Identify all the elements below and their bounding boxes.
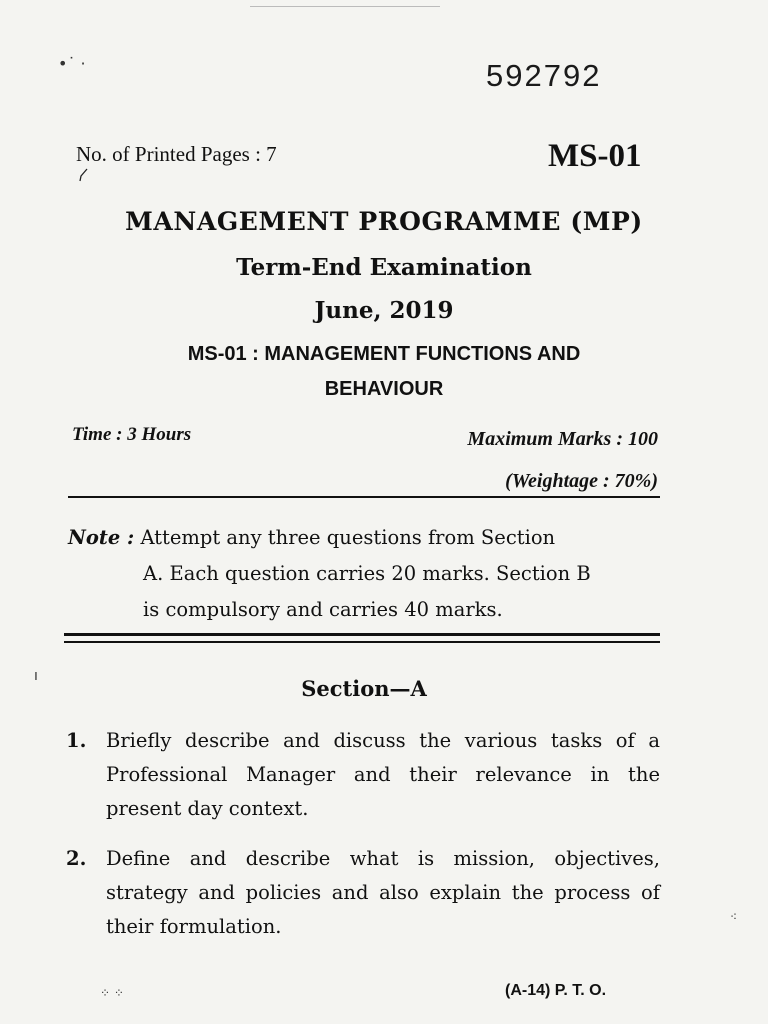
weightage: (Weightage : 70%): [505, 470, 658, 492]
scan-speck: ⁖: [730, 910, 738, 924]
scan-speck: ı: [34, 668, 38, 684]
instructions-note: [68, 520, 660, 628]
section-heading: Section—A: [301, 676, 427, 701]
note-line-1: Attempt any three questions from Section: [140, 526, 556, 549]
scan-speck: •˙ ·: [58, 54, 86, 73]
question-number: 2.: [66, 847, 87, 870]
time-allowed: Time : 3 Hours: [72, 424, 192, 445]
double-divider-top: [64, 633, 660, 636]
question-item: [66, 724, 660, 826]
question-number: 1.: [66, 729, 87, 752]
serial-number: 592792: [486, 58, 602, 93]
printed-pages-count: No. of Printed Pages : 7: [76, 142, 277, 166]
course-title-line-1: MS-01 : MANAGEMENT FUNCTIONS AND: [187, 343, 581, 365]
question-text: Define and describe what is mission, objectives, strategy and policies and also explain the process of their formulation.: [106, 847, 660, 938]
exam-date: June, 2019: [314, 297, 454, 324]
scan-mark: [250, 6, 440, 7]
course-title-line-2: BEHAVIOUR: [324, 378, 444, 400]
divider: [68, 496, 660, 498]
exam-title: Term-End Examination: [236, 254, 532, 281]
double-divider-bottom: [64, 641, 660, 643]
note-line-3: is compulsory and carries 40 marks.: [143, 598, 503, 621]
note-line-2: A. Each question carries 20 marks. Section B: [143, 562, 591, 585]
course-code: MS-01: [548, 138, 642, 174]
note-label: Note :: [68, 526, 135, 549]
scan-speck: ⁘ ⁘: [100, 986, 124, 1000]
maximum-marks: Maximum Marks : 100: [467, 428, 658, 450]
pen-tick-mark: [78, 168, 88, 182]
question-item: [66, 842, 660, 944]
programme-title: MANAGEMENT PROGRAMME (MP): [125, 207, 643, 236]
footer-code: (A-14) P. T. O.: [505, 982, 607, 999]
question-text: Briefly describe and discuss the various tasks of a Professional Manager and their relevance in the present day context.: [106, 729, 660, 820]
